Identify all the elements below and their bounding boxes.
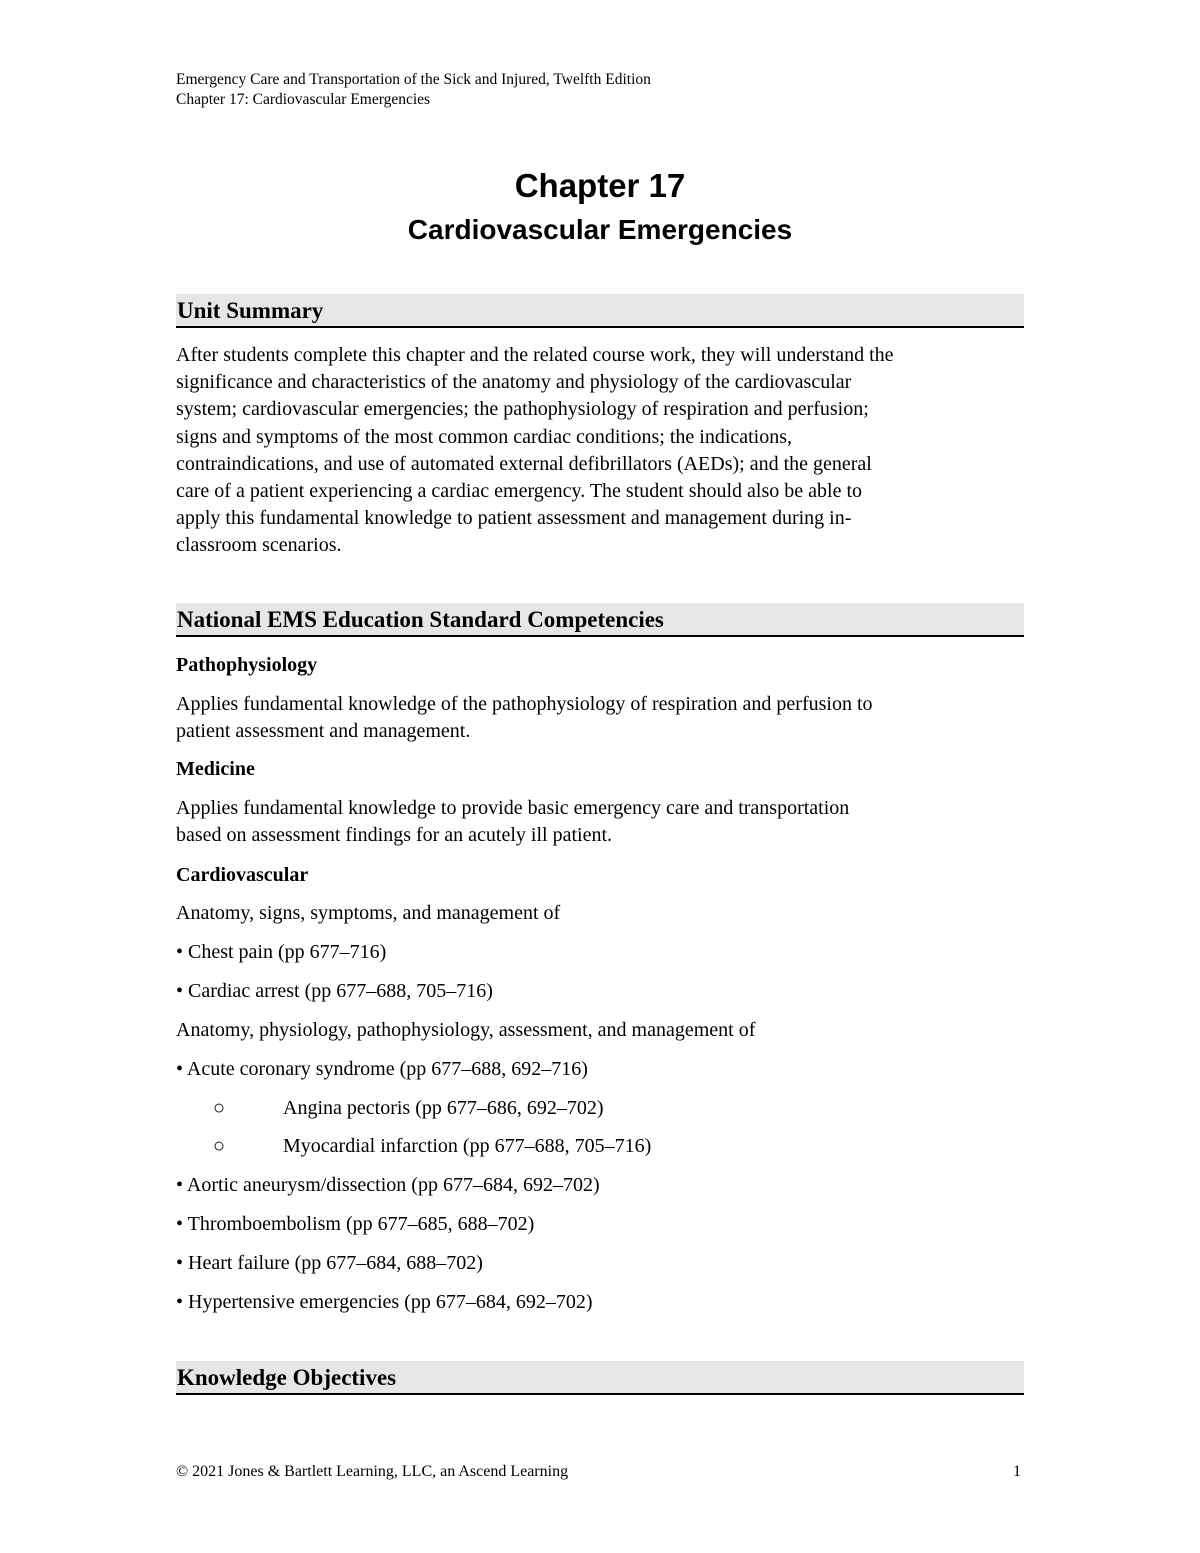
sub-list-item: [213, 1095, 604, 1121]
summary-line: care of a patient experiencing a cardiac emergency. The student should also be able to: [176, 480, 863, 503]
chapter-line: Chapter 17: Cardiovascular Emergencies: [176, 91, 431, 108]
cardiovascular-label: Cardiovascular: [176, 864, 309, 886]
list-item: • Chest pain (pp 677–716): [176, 941, 387, 963]
knowledge-heading: Knowledge Objectives: [177, 1365, 397, 1390]
sub-list-item: [213, 1133, 652, 1159]
list-item: • Heart failure (pp 677–684, 688–702): [176, 1252, 483, 1274]
summary-line: system; cardiovascular emergencies; the pathophysiology of respiration and perfusion;: [176, 398, 869, 421]
pathophysiology-label: Pathophysiology: [176, 654, 318, 676]
unit-summary-heading: Unit Summary: [177, 298, 324, 323]
list-item: • Thromboembolism (pp 677–685, 688–702): [176, 1213, 535, 1235]
summary-line: After students complete this chapter and the related course work, they will understand the: [176, 344, 894, 366]
competencies-heading-bar: [176, 603, 1024, 637]
sub-list-text: Angina pectoris (pp 677–686, 692–702): [283, 1097, 604, 1119]
summary-line: signs and symptoms of the most common cardiac conditions; the indications,: [176, 425, 793, 448]
book-title: Emergency Care and Transportation of the Sick and Injured, Twelfth Edition: [176, 71, 651, 88]
page-number: 1: [1013, 1463, 1021, 1480]
summary-line: apply this fundamental knowledge to patient assessment and management during in-: [176, 507, 852, 530]
summary-line: classroom scenarios.: [176, 534, 342, 557]
sub-list-text: Myocardial infarction (pp 677–688, 705–716): [283, 1135, 652, 1157]
list-item: • Hypertensive emergencies (pp 677–684, 692–702): [176, 1291, 593, 1313]
running-header: [176, 70, 651, 110]
medicine-text: [176, 795, 1036, 849]
list-item: • Acute coronary syndrome (pp 677–688, 692–716): [176, 1058, 588, 1080]
cardiovascular-intro-2: Anatomy, physiology, pathophysiology, assessment, and management of: [176, 1019, 756, 1041]
chapter-number: Chapter 17: [514, 167, 686, 204]
list-item: • Aortic aneurysm/dissection (pp 677–684, 692–702): [176, 1174, 600, 1196]
chapter-title: Cardiovascular Emergencies: [407, 214, 793, 245]
circle-bullet-icon: ○: [213, 1135, 226, 1157]
competencies-heading: National EMS Education Standard Competencies: [177, 607, 664, 632]
summary-line: contraindications, and use of automated external defibrillators (AEDs); and the general: [176, 452, 872, 475]
unit-summary-heading-bar: [176, 294, 1024, 328]
footer-copyright: © 2021 Jones & Bartlett Learning, LLC, an Ascend Learning: [176, 1463, 569, 1480]
cardiovascular-intro-1: Anatomy, signs, symptoms, and management of: [176, 902, 561, 924]
circle-bullet-icon: ○: [213, 1097, 226, 1119]
summary-line: significance and characteristics of the anatomy and physiology of the cardiovascular: [176, 371, 852, 394]
medicine-label: Medicine: [176, 758, 255, 780]
text-line: patient assessment and management.: [176, 720, 471, 743]
text-line: based on assessment findings for an acutely ill patient.: [176, 824, 613, 847]
pathophysiology-text: [176, 691, 1036, 745]
text-line: Applies fundamental knowledge of the pathophysiology of respiration and perfusion to: [176, 693, 873, 715]
unit-summary-paragraph: [176, 342, 1036, 560]
list-item: • Cardiac arrest (pp 677–688, 705–716): [176, 980, 493, 1002]
knowledge-heading-bar: [176, 1361, 1024, 1395]
text-line: Applies fundamental knowledge to provide basic emergency care and transportation: [176, 797, 850, 819]
